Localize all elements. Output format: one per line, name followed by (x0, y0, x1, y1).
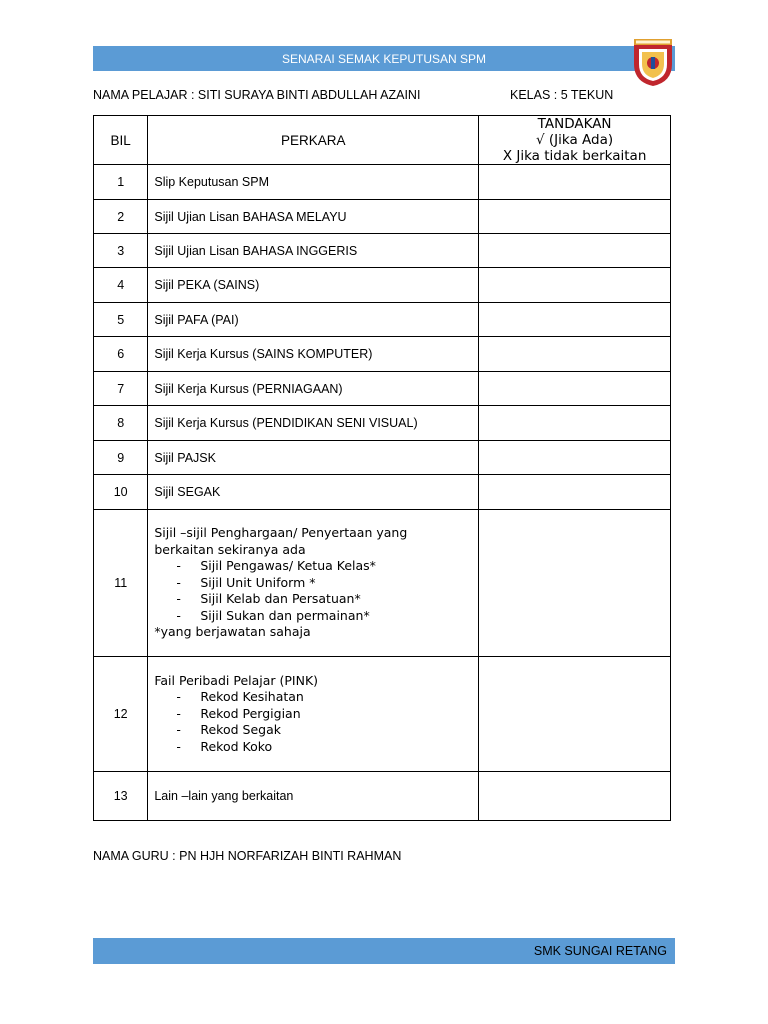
header-bil: BIL (94, 116, 148, 165)
list-item: - Sijil Kelab dan Persatuan* (176, 591, 361, 607)
row-item-title: Fail Peribadi Pelajar (PINK) (154, 672, 319, 688)
row-number: 4 (94, 268, 148, 303)
table-row (94, 772, 671, 821)
checkbox-cell[interactable] (479, 303, 671, 337)
row-number: 7 (94, 372, 148, 406)
row-item: Sijil Kerja Kursus (PENDIDIKAN SENI VISUAL) (148, 406, 479, 441)
table-row (94, 268, 671, 303)
row-item: Sijil Ujian Lisan BAHASA MELAYU (148, 200, 479, 234)
checkbox-cell[interactable] (479, 510, 671, 657)
header-tandakan-line3: X Jika tidak berkaitan (502, 148, 647, 164)
list-item: - Sijil Sukan dan permainan* (176, 607, 370, 623)
header-tandakan-line1: TANDAKAN (537, 116, 612, 132)
row-number: 9 (94, 441, 148, 475)
row-number: 12 (94, 657, 148, 772)
row-number: 3 (94, 234, 148, 268)
list-item: - Rekod Segak (176, 722, 281, 738)
table-row (94, 165, 671, 200)
checkbox-cell[interactable] (479, 268, 671, 303)
school-crest-icon (631, 38, 675, 88)
table-row (94, 337, 671, 372)
subitem-list (154, 689, 478, 755)
checkbox-cell[interactable] (479, 337, 671, 372)
header-tandakan (479, 116, 671, 165)
checkbox-cell[interactable] (479, 657, 671, 772)
row-item: Sijil PEKA (SAINS) (148, 268, 479, 303)
subitem-list (154, 558, 478, 624)
table-row (94, 475, 671, 510)
table-row (94, 372, 671, 406)
table-row (94, 441, 671, 475)
checkbox-cell[interactable] (479, 165, 671, 200)
checkbox-cell[interactable] (479, 200, 671, 234)
row-item: Sijil PAJSK (148, 441, 479, 475)
teacher-name: NAMA GURU : PN HJH NORFARIZAH BINTI RAHMAN (93, 849, 402, 863)
table-row (94, 510, 671, 657)
row-item-title: Sijil –sijil Penghargaan/ Penyertaan yang berkaitan sekiranya ada (154, 525, 408, 557)
row-number: 8 (94, 406, 148, 441)
row-number: 5 (94, 303, 148, 337)
table-row (94, 657, 671, 772)
checkbox-cell[interactable] (479, 234, 671, 268)
row-number: 13 (94, 772, 148, 821)
checklist-table (93, 115, 671, 821)
checkbox-cell[interactable] (479, 372, 671, 406)
row-number: 10 (94, 475, 148, 510)
row-item: Sijil SEGAK (148, 475, 479, 510)
list-item: - Rekod Kesihatan (176, 689, 304, 705)
row-number: 1 (94, 165, 148, 200)
list-item: - Sijil Pengawas/ Ketua Kelas* (176, 558, 376, 574)
checkbox-cell[interactable] (479, 475, 671, 510)
row-item: Slip Keputusan SPM (148, 165, 479, 200)
table-row (94, 303, 671, 337)
header-tandakan-line2: √ (Jika Ada) (536, 132, 614, 148)
student-class: KELAS : 5 TEKUN (510, 88, 614, 102)
row-item: Sijil PAFA (PAI) (148, 303, 479, 337)
row-number: 2 (94, 200, 148, 234)
list-item: - Rekod Pergigian (176, 705, 301, 721)
footer-bar (93, 938, 675, 964)
row-item (148, 657, 479, 772)
table-row (94, 406, 671, 441)
row-number: 11 (94, 510, 148, 657)
row-item: Lain –lain yang berkaitan (148, 772, 479, 821)
list-item: - Rekod Koko (176, 738, 273, 754)
checkbox-cell[interactable] (479, 441, 671, 475)
table-header-row (94, 116, 671, 165)
checkbox-cell[interactable] (479, 406, 671, 441)
row-item: Sijil Ujian Lisan BAHASA INGGERIS (148, 234, 479, 268)
row-number: 6 (94, 337, 148, 372)
header-bar (93, 46, 675, 71)
student-name: NAMA PELAJAR : SITI SURAYA BINTI ABDULLAH AZAINI (93, 88, 421, 102)
school-name: SMK SUNGAI RETANG (533, 944, 667, 958)
header-perkara: PERKARA (148, 116, 479, 165)
document-title: SENARAI SEMAK KEPUTUSAN SPM (281, 51, 487, 66)
row-item (148, 510, 479, 657)
checkbox-cell[interactable] (479, 772, 671, 821)
list-item: - Sijil Unit Uniform * (176, 574, 316, 590)
table-row (94, 234, 671, 268)
table-row (94, 200, 671, 234)
row-item: Sijil Kerja Kursus (SAINS KOMPUTER) (148, 337, 479, 372)
row-item: Sijil Kerja Kursus (PERNIAGAAN) (148, 372, 479, 406)
row-item-note: *yang berjawatan sahaja (154, 624, 311, 640)
